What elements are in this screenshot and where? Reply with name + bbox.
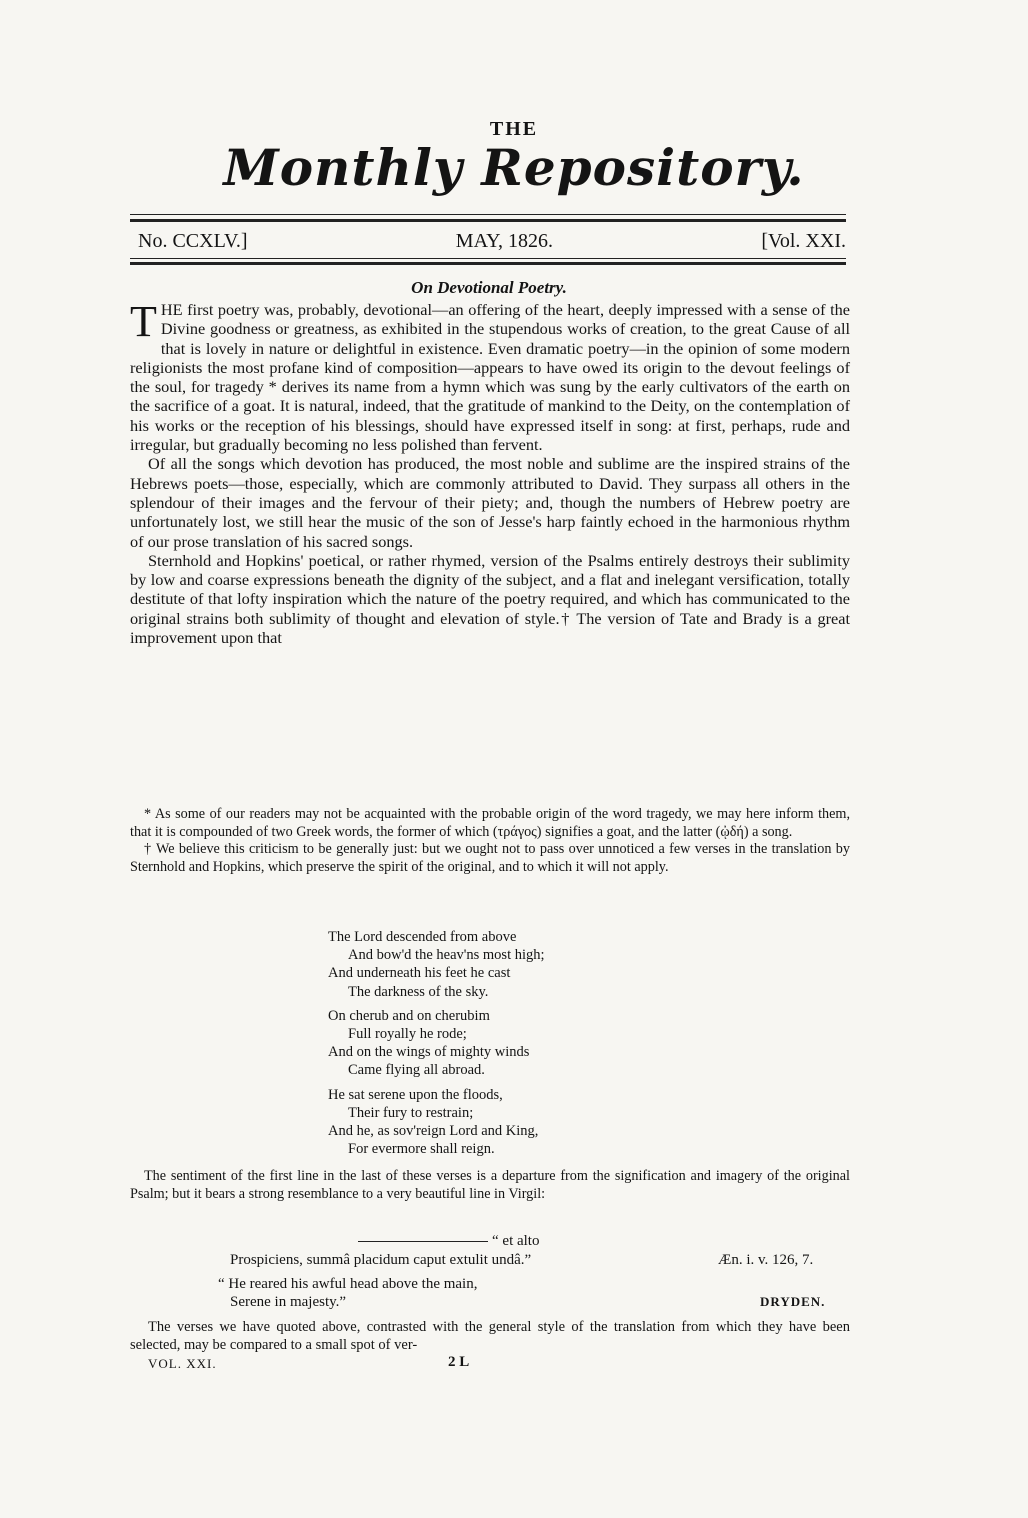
footnote-2: † We believe this criticism to be generally just: but we ought not to pass over unnoticed a few verses in the translation by Sternhold and Hopkins, which preserve the spirit of the original, and to which it will not apply.: [130, 841, 850, 875]
dryden-quote-line-1: “ He reared his awful head above the main,: [218, 1276, 478, 1292]
stanza-3: [328, 1086, 545, 1159]
latin-quote-reference: Æn. i. v. 126, 7.: [718, 1252, 814, 1268]
sentiment-paragraph: The sentiment of the first line in the last of these verses is a departure from the signification and imagery of the original Psalm; but it bears a strong resemblance to a very beautiful line in Virgil:: [130, 1168, 850, 1202]
paragraph-3: Sternhold and Hopkins' poetical, or rather rhymed, version of the Psalms entirely destroys their sublimity by low and coarse expressions beneath the dignity of the subject, and a flat and inelegant versification, totally destitute of that lofty inspiration which the nature of the poetry required, and which has communicated to the original strains both sublimity of thought and elevation of style.† The version of Tate and Brady is a great improvement upon that: [130, 550, 850, 648]
verse-line: On cherub and on cherubim: [328, 1007, 490, 1024]
issue-line: [138, 230, 846, 253]
paragraph-2: Of all the songs which devotion has produced, the most noble and sublime are the inspired strains of the Hebrews poets—those, especially, which are commonly attributed to David. They surpass all others in the splendour of their images and the fervour of their piety; and, though the numbers of Hebrew poetry are unfortunately lost, we still hear the music of the son of Jesse's harp faintly echoed in the harmonious rhythm of our prose translation of his sacred songs.: [130, 454, 850, 551]
issue-volume: [Vol. XXI.: [761, 230, 846, 252]
latin-quote-line-2: Prospiciens, summâ placidum caput extulit undâ.”: [230, 1252, 532, 1268]
header-rule-top-thick: [130, 219, 846, 222]
psalm-verses: [328, 928, 545, 1164]
paragraph-1-text: HE first poetry was, probably, devotional—an offering of the heart, deeply impressed with a sense of the Divine goodness or greatness, as exhibited in the stupendous works of creation, to the great Cause of all that is lovely in nature or delightful in existence. Even dramatic poetry—in the opinion of some modern religionists the most profane kind of composition—appears to have owed its origin to the devout feelings of the soul, for tragedy * derives its name from a hymn which was sung by the early cultivators of the earth on the sacrifice of a goat. It is natural, indeed, that the gratitude of mankind to the Deity, on the contemplation of his works or the reception of his blessings, should have expressed itself in song: at first, perhaps, rude and irregular, but gradually becoming no less polished than fervent.: [130, 300, 850, 455]
verse-line: Full royally he rode;: [348, 1026, 467, 1043]
verse-line: And on the wings of mighty winds: [328, 1044, 530, 1061]
verse-line: For evermore shall reign.: [348, 1141, 495, 1158]
closing-paragraph: The verses we have quoted above, contrasted with the general style of the translation from which they have been selected, may be compared to a small spot of ver-: [130, 1319, 850, 1353]
article-title: On Devotional Poetry.: [411, 278, 567, 297]
latin-quote-line-1: [358, 1233, 539, 1250]
footnotes: [130, 806, 850, 876]
verse-line: The Lord descended from above: [328, 929, 517, 945]
stanza-1: [328, 928, 545, 1001]
dryden-quote-line-2: Serene in majesty.”: [230, 1294, 347, 1310]
issue-date: MAY, 1826.: [455, 230, 554, 252]
issue-number: No. CCXLV.]: [138, 230, 248, 252]
verse-line: The darkness of the sky.: [348, 983, 489, 1000]
masthead-title: Monthly Repository.: [223, 138, 805, 197]
footnote-1: * As some of our readers may not be acquainted with the probable origin of the word tragedy, we may here inform them, that it is compounded of two Greek words, the former of which (τράγος) signifies a goat, and the latter (ᾠδή) a song.: [130, 806, 850, 840]
footer-volume: VOL. XXI.: [148, 1356, 217, 1371]
header-rule-bottom-thick: [130, 262, 846, 265]
header-rule-top: [130, 214, 846, 215]
verse-line: And underneath his feet he cast: [328, 965, 511, 982]
drop-cap: T: [130, 297, 157, 346]
verse-line: He sat serene upon the floods,: [328, 1086, 503, 1103]
latin-quote-1-text: “ et alto: [492, 1233, 540, 1249]
dryden-reference: DRYDEN.: [760, 1294, 826, 1309]
paragraph-1: [130, 297, 850, 455]
masthead-the: THE: [489, 118, 539, 140]
quote-dash: [358, 1241, 488, 1242]
verse-line: And he, as sov'reign Lord and King,: [328, 1123, 539, 1140]
article-body: [130, 297, 850, 648]
footer-signature: 2 L: [448, 1354, 470, 1370]
verse-line: Their fury to restrain;: [348, 1104, 474, 1121]
header-rule-bottom: [130, 258, 846, 259]
verse-line: And bow'd the heav'ns most high;: [348, 947, 545, 964]
verse-line: Came flying all abroad.: [348, 1062, 485, 1079]
stanza-2: [328, 1007, 545, 1080]
